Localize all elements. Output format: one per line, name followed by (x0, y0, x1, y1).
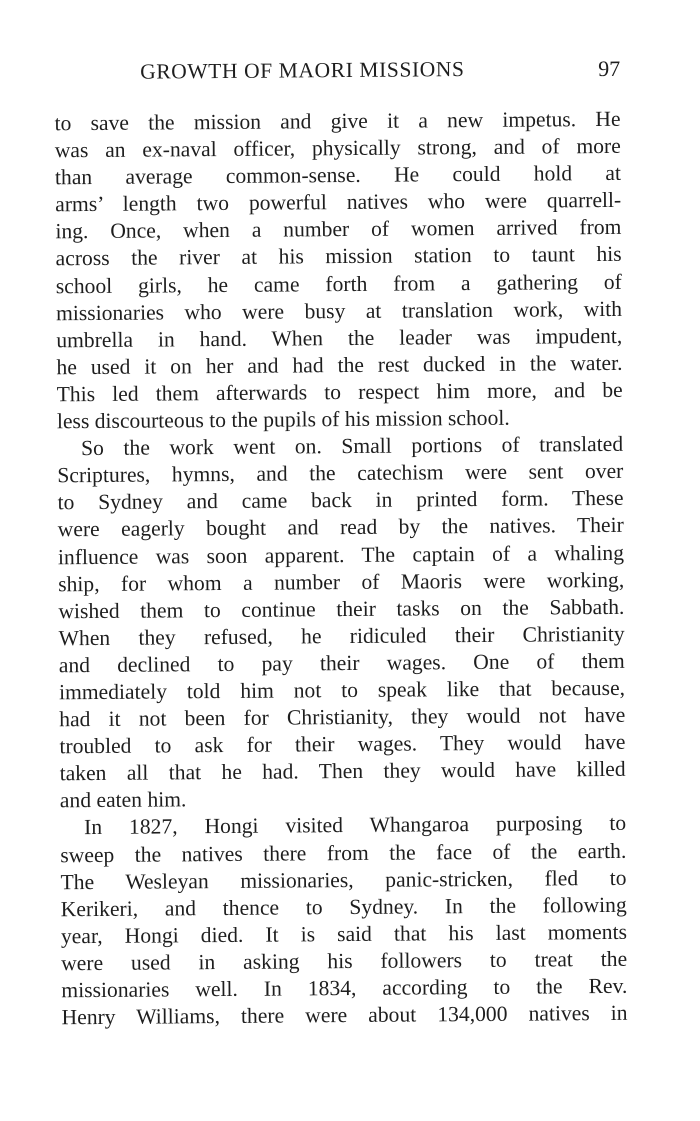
text-line: influence was soon apparent. The captain of a whaling (57, 540, 625, 569)
text-line: Scriptures, hymns, and the catechism were sent over (57, 459, 624, 488)
text-line: was an ex-naval officer, physically strong, and of more (54, 133, 621, 163)
body-text (54, 106, 627, 1032)
text-line: wished them to continue their tasks on the Sabbath. (58, 594, 625, 623)
text-line: to save the mission and give it a new impetus. He (54, 106, 621, 136)
paragraph-start-line: So the work went on. Small portions of translated (81, 431, 624, 461)
text-line: When they refused, he ridiculed their Christianity (58, 621, 625, 651)
text-line: school girls, he came forth from a gathering of (55, 269, 622, 298)
text-line: and eaten him. (59, 787, 187, 813)
text-line: were eagerly bought and read by the natives. Their (57, 513, 624, 542)
text-line: had it not been for Christianity, they would not have (59, 702, 626, 732)
running-head (54, 56, 620, 94)
text-line: This led them afterwards to respect him more, and be (56, 377, 623, 407)
text-line: The Wesleyan missionaries, panic-stricken, fled to (60, 865, 627, 894)
text-line: umbrella in hand. When the leader was impudent, (56, 323, 623, 353)
text-line: Kerikeri, and thence to Sydney. In the following (60, 892, 627, 922)
text-line: across the river at his mission station to taunt his (55, 242, 622, 271)
text-line: less discourteous to the pupils of his mission school. (56, 405, 510, 434)
text-line: he used it on her and had the rest ducked in the water. (56, 350, 623, 380)
text-line: year, Hongi died. It is said that his last moments (60, 919, 628, 949)
text-line: ing. Once, when a number of women arrived from (55, 215, 622, 244)
text-line: were used in asking his followers to treat the (61, 946, 628, 976)
text-line: immediately told him not to speak like that because, (58, 675, 626, 705)
text-line: Henry Williams, there were about 134,000 natives in (61, 1000, 628, 1030)
text-line: arms’ length two powerful natives who were quarrell- (55, 188, 622, 217)
text-line: to Sydney and came back in printed form. These (57, 486, 624, 515)
text-line: missionaries well. In 1834, according to the Rev. (61, 973, 628, 1003)
text-line: troubled to ask for their wages. They would have (59, 729, 626, 759)
text-line: ship, for whom a number of Maoris were working, (58, 567, 625, 596)
text-line: missionaries who were busy at translation work, with (55, 296, 623, 325)
text-line: than average common-sense. He could hold at (54, 161, 622, 190)
text-line: sweep the natives there from the face of the earth. (60, 838, 627, 867)
running-title: GROWTH OF MAORI MISSIONS (140, 57, 465, 84)
page-number: 97 (598, 55, 621, 82)
text-line: taken all that he had. Then they would have killed (59, 757, 626, 786)
paragraph-start-line: In 1827, Hongi visited Whangaroa purposing to (83, 811, 627, 840)
text-line: and declined to pay their wages. One of them (58, 648, 625, 678)
